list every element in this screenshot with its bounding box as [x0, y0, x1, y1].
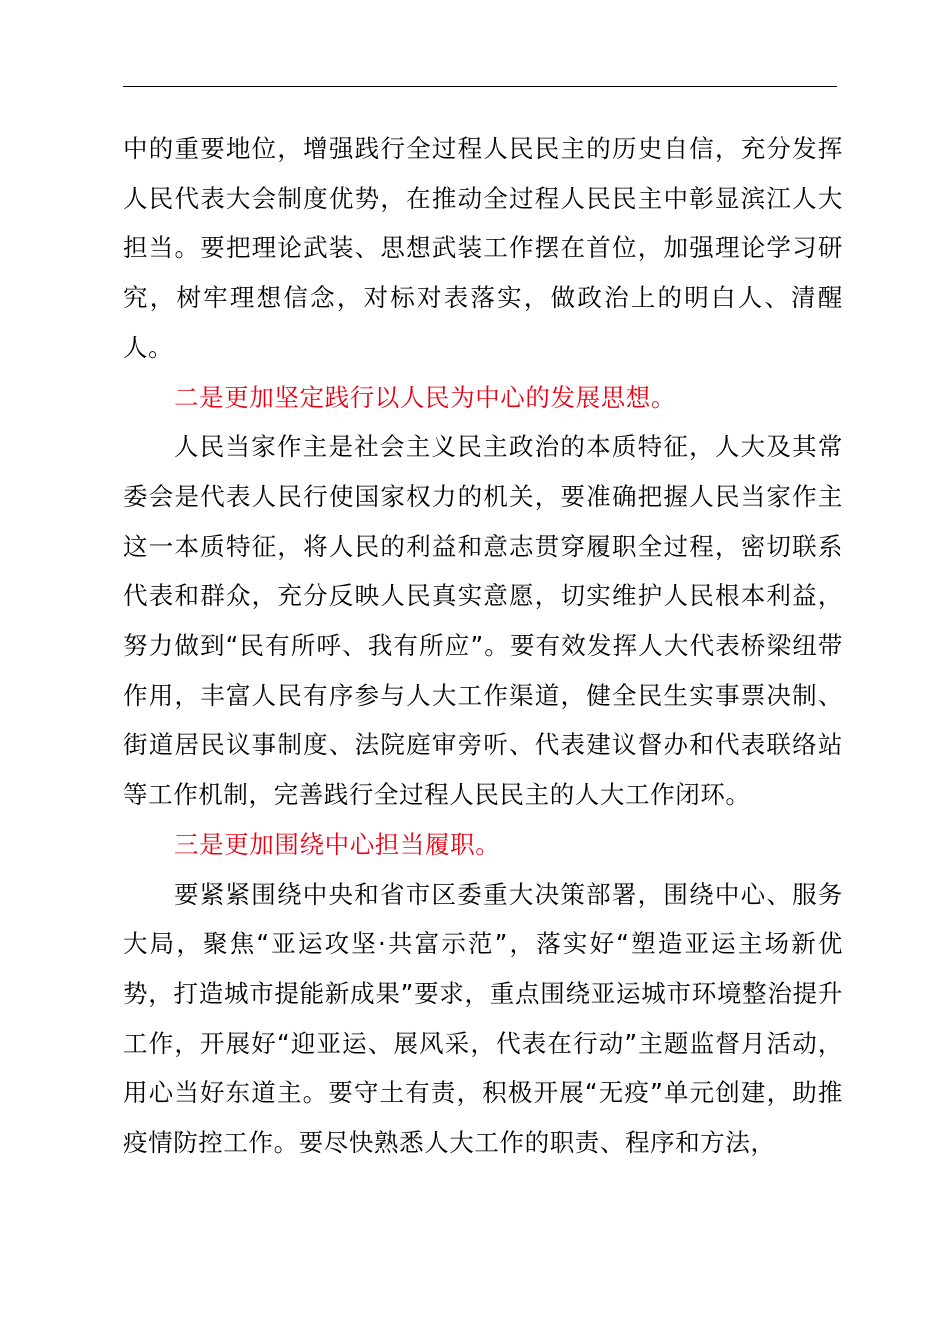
section-heading-2: 二是更加坚定践行以人民为中心的发展思想。	[174, 382, 676, 412]
document-body	[123, 124, 843, 1168]
paragraph-center-duties: 要紧紧围绕中央和省市区委重大决策部署，围绕中心、服务大局，聚焦“亚运攻坚·共富示范”，落实好“塑造亚运主场新优势，打造城市提能新成果”要求，重点围绕亚运城市环境整治提升工作，开展好“迎亚运、展风采，代表在行动”主题监督月活动，用心当好东道主。要守土有责，积极开展“无疫”单元创建，助推疫情防控工作。要尽快熟悉人大工作的职责、程序和方法，	[123, 879, 843, 1158]
paragraph-people-centered: 人民当家作主是社会主义民主政治的本质特征，人大及其常委会是代表人民行使国家权力的机关，要准确把握人民当家作主这一本质特征，将人民的利益和意志贯穿履职全过程，密切联系代表和群众，充分反映人民真实意愿，切实维护人民根本利益，努力做到“民有所呼、我有所应”。要有效发挥人大代表桥梁纽带作用，丰富人民有序参与人大工作渠道，健全民生实事票决制、街道居民议事制度、法院庭审旁听、代表建议督办和代表联络站等工作机制，完善践行全过程人民民主的人大工作闭环。	[123, 432, 843, 810]
header-rule	[123, 86, 837, 87]
section-heading-3: 三是更加围绕中心担当履职。	[174, 829, 501, 859]
paragraph-continued: 中的重要地位，增强践行全过程人民民主的历史自信，充分发挥人民代表大会制度优势，在推动全过程人民民主中彰显滨江人大担当。要把理论武装、思想武装工作摆在首位，加强理论学习研究，树牢理想信念，对标对表落实，做政治上的明白人、清醒人。	[123, 134, 843, 362]
